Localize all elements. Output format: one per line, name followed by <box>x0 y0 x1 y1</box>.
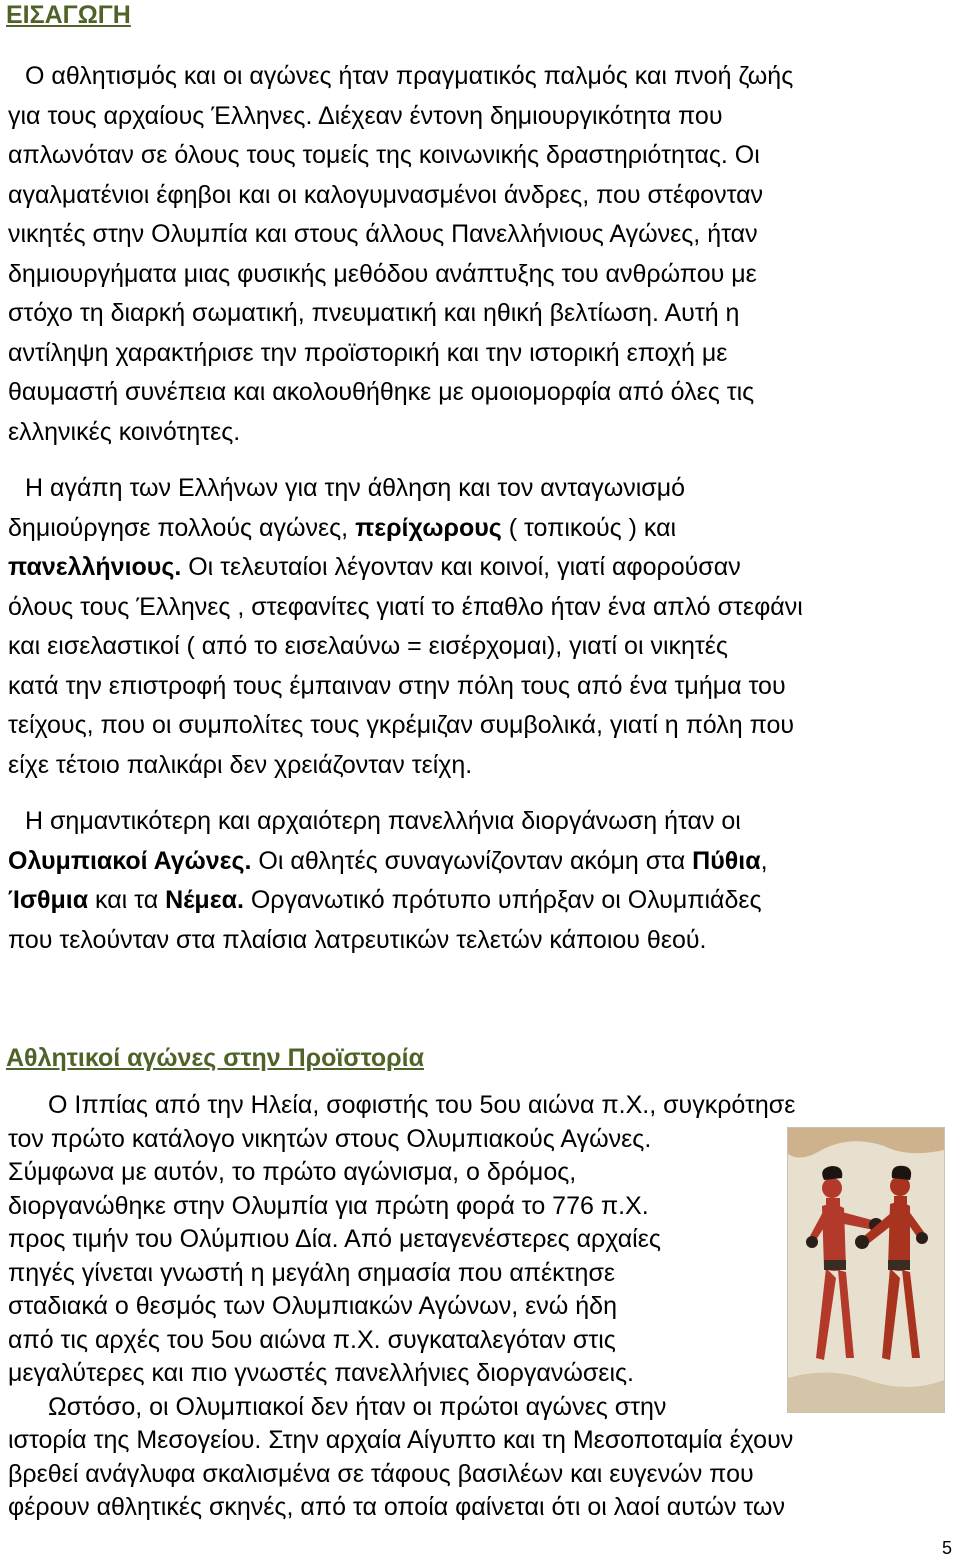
text-line: και εισελαστικοί ( από το εισελαύνω = εισέρχομαι), γιατί οι νικητές <box>8 632 728 660</box>
text-line: μεγαλύτερες και πιο γνωστές πανελλήνιες διοργανώσεις. <box>8 1359 635 1387</box>
text-line: νικητές στην Ολυμπία και στους άλλους Πανελλήνιους Αγώνες, ήταν <box>8 220 758 248</box>
text-line: που τελούνταν στα πλαίσια λατρευτικών τελετών κάποιου θεού. <box>8 925 707 954</box>
text-line: Ο Ιππίας από την Ηλεία, σοφιστής του 5ου αιώνα π.Χ., συγκρότησε <box>48 1091 796 1119</box>
fresco-illustration <box>788 1128 944 1412</box>
term-perichoroi: περίχωρους <box>355 513 502 542</box>
text-line: σταδιακά ο θεσμός των Ολυμπιακών Αγώνων, ενώ ήδη <box>8 1292 617 1320</box>
term-isthmia: Ίσθμια <box>8 886 89 914</box>
intro-paragraph-1 <box>8 57 793 452</box>
text-line: αγαλματένιοι έφηβοι και οι καλογυμνασμένοι άνδρες, που στέφονταν <box>8 180 764 209</box>
text-line: Ολυμπιακοί Αγώνες. Οι αθλητές συναγωνίζονταν ακόμη στα Πύθια, <box>8 846 768 875</box>
text-line: προς τιμήν του Ολύμπιου Δία. Από μεταγενέστερες αρχαίες <box>8 1225 661 1253</box>
text-line: είχε τέτοιο παλικάρι δεν χρειάζονταν τείχη. <box>8 750 473 779</box>
term-olympic-games: Ολυμπιακοί Αγώνες. <box>8 846 252 875</box>
boxing-boys-fresco-image <box>787 1127 945 1413</box>
intro-heading: ΕΙΣΑΓΩΓΗ <box>6 1 131 29</box>
text-line: δημιουργήματα μιας φυσικής μεθόδου ανάπτυξης του ανθρώπου με <box>8 259 757 288</box>
text-line: αντίληψη χαρακτήρισε την προϊστορική και την ιστορική εποχή με <box>8 338 728 367</box>
text-line: Ο αθλητισμός και οι αγώνες ήταν πραγματικός παλμός και πνοή ζωής <box>25 62 794 90</box>
text-line: Η αγάπη των Ελλήνων για την άθληση και τον ανταγωνισμό <box>25 474 686 502</box>
text-line: όλους τους Έλληνες , στεφανίτες γιατί το έπαθλο ήταν ένα απλό στεφάνι <box>8 592 803 621</box>
text-line: ελληνικές κοινότητες. <box>8 417 241 446</box>
text-line: από τις αρχές του 5ου αιώνα π.Χ. συγκαταλεγόταν στις <box>8 1325 616 1354</box>
page-number: 5 <box>941 1538 952 1558</box>
text-line: Σύμφωνα με αυτόν, το πρώτο αγώνισμα, ο δρόμος, <box>8 1158 577 1186</box>
text-line: Η σημαντικότερη και αρχαιότερη πανελλήνια διοργάνωση ήταν οι <box>25 807 741 835</box>
intro-paragraph-3 <box>8 802 768 960</box>
term-nemea: Νέμεα. <box>165 886 244 914</box>
text-line: Ωστόσο, οι Ολυμπιακοί δεν ήταν οι πρώτοι αγώνες στην <box>48 1392 667 1421</box>
text-line: για τους αρχαίους Έλληνες. Διέχεαν έντονη δημιουργικότητα που <box>8 101 723 130</box>
text-line: απλωνόταν σε όλους τους τομείς της κοινωνικής δραστηριότητας. Οι <box>8 141 760 169</box>
prehistory-text <box>8 1089 795 1525</box>
text-line: θαυμαστή συνέπεια και ακολουθήθηκε με ομοιομορφία από όλες τις <box>8 378 755 406</box>
text-line: βρεθεί ανάγλυφα σκαλισμένα σε τάφους βασιλέων και ευγενών που <box>8 1459 754 1488</box>
text-line: ιστορία της Μεσογείου. Στην αρχαία Αίγυπτο και τη Μεσοποταμία έχουν <box>8 1426 794 1454</box>
section-heading-prehistory: Αθλητικοί αγώνες στην Προϊστορία <box>6 1044 424 1072</box>
text-line: κατά την επιστροφή τους έμπαιναν στην πόλη τους από ένα τμήμα του <box>8 671 786 700</box>
text-line: τείχους, που οι συμπολίτες τους γκρέμιζαν συμβολικά, γιατί η πόλη που <box>8 711 795 739</box>
term-pythia: Πύθια <box>692 846 761 875</box>
intro-paragraph-2 <box>8 469 803 785</box>
text-line: πηγές γίνεται γνωστή η μεγάλη σημασία που απέκτησε <box>8 1258 616 1287</box>
term-panellinioi: πανελλήνιους. <box>8 553 182 581</box>
text-line: τον πρώτο κατάλογο νικητών στους Ολυμπιακούς Αγώνες. <box>8 1124 652 1153</box>
text-line: πανελλήνιους. Οι τελευταίοι λέγονταν και κοινοί, γιατί αφορούσαν <box>8 553 741 581</box>
text-line: φέρουν αθλητικές σκηνές, από τα οποία φαίνεται ότι οι λαοί αυτών των <box>8 1493 785 1521</box>
text-line: Ίσθμια και τα Νέμεα. Οργανωτικό πρότυπο υπήρξαν οι Ολυμπιάδες <box>8 886 762 914</box>
text-line: διοργανώθηκε στην Ολυμπία για πρώτη φορά το 776 π.Χ. <box>8 1191 649 1220</box>
text-line: στόχο τη διαρκή σωματική, πνευματική και ηθική βελτίωση. Αυτή η <box>8 299 740 327</box>
text-line: δημιούργησε πολλούς αγώνες, περίχωρους ( τοπικούς ) και <box>8 513 677 542</box>
